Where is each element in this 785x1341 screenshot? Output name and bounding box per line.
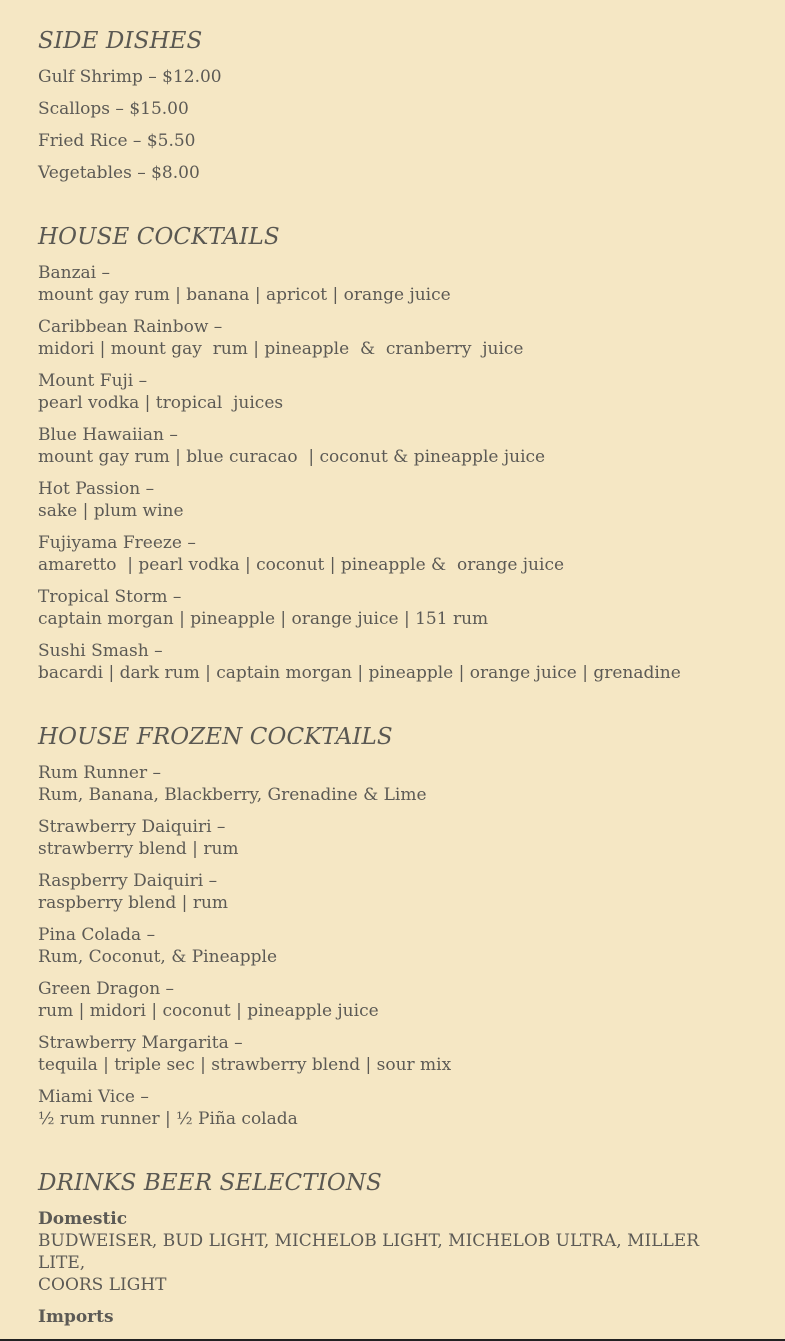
- cocktail-ingredients: mount gay rum | banana | apricot | orange juice: [38, 285, 451, 305]
- cocktail-item: [38, 478, 747, 522]
- cocktail-name: Raspberry Daiquiri –: [38, 871, 218, 891]
- cocktail-ingredients: mount gay rum | blue curacao | coconut & pineapple juice: [38, 447, 546, 467]
- cocktail-item: [38, 532, 747, 576]
- cocktail-name: Banzai –: [38, 263, 111, 283]
- side-dish-item: Vegetables – $8.00: [38, 163, 200, 183]
- cocktail-item: [38, 586, 747, 630]
- cocktail-name: Pina Colada –: [38, 925, 156, 945]
- cocktail-ingredients: bacardi | dark rum | captain morgan | pineapple | orange juice | grenadine: [38, 663, 681, 683]
- cocktail-ingredients: raspberry blend | rum: [38, 893, 229, 913]
- cocktail-item: [38, 370, 747, 414]
- cocktail-item: [38, 316, 747, 360]
- cocktail-name: Miami Vice –: [38, 1087, 149, 1107]
- cocktail-ingredients: tequila | triple sec | strawberry blend | sour mix: [38, 1055, 452, 1075]
- frozen-cocktail-item: [38, 924, 747, 968]
- cocktail-ingredients: amaretto | pearl vodka | coconut | pineapple & orange juice: [38, 555, 565, 575]
- beer-group-label: Imports: [38, 1307, 114, 1327]
- cocktail-name: Tropical Storm –: [38, 587, 182, 607]
- cocktail-name: Green Dragon –: [38, 979, 175, 999]
- cocktail-item: [38, 640, 747, 684]
- cocktail-name: Strawberry Margarita –: [38, 1033, 243, 1053]
- cocktail-ingredients: pearl vodka | tropical juices: [38, 393, 284, 413]
- beer-group-label: Domestic: [38, 1209, 128, 1229]
- frozen-cocktail-item: [38, 978, 747, 1022]
- house-cocktails-section: [38, 222, 747, 684]
- cocktail-ingredients: Rum, Coconut, & Pineapple: [38, 947, 278, 967]
- side-dishes-section: [38, 26, 747, 184]
- house-frozen-cocktails-section: [38, 722, 747, 1130]
- cocktail-ingredients: Rum, Banana, Blackberry, Grenadine & Lime: [38, 785, 427, 805]
- beer-group-imports: [38, 1306, 747, 1328]
- cocktail-ingredients: strawberry blend | rum: [38, 839, 239, 859]
- beer-list: BUDWEISER, BUD LIGHT, MICHELOB LIGHT, MICHELOB ULTRA, MILLER LITE,: [38, 1231, 700, 1273]
- cocktail-item: [38, 262, 747, 306]
- cocktail-ingredients: captain morgan | pineapple | orange juice | 151 rum: [38, 609, 489, 629]
- side-dish-item: Scallops – $15.00: [38, 99, 189, 119]
- section-title: HOUSE FROZEN COCKTAILS: [38, 724, 393, 750]
- cocktail-ingredients: rum | midori | coconut | pineapple juice: [38, 1001, 379, 1021]
- section-title: DRINKS BEER SELECTIONS: [38, 1170, 382, 1196]
- section-title: HOUSE COCKTAILS: [38, 224, 280, 250]
- side-dish-item: Fried Rice – $5.50: [38, 131, 196, 151]
- cocktail-name: Blue Hawaiian –: [38, 425, 178, 445]
- beer-selections-section: [38, 1168, 747, 1328]
- beer-group-domestic: [38, 1208, 747, 1296]
- cocktail-ingredients: ½ rum runner | ½ Piña colada: [38, 1109, 298, 1129]
- frozen-cocktail-item: [38, 1032, 747, 1076]
- cocktail-ingredients: sake | plum wine: [38, 501, 184, 521]
- cocktail-ingredients: midori | mount gay rum | pineapple & cranberry juice: [38, 339, 524, 359]
- frozen-cocktail-item: [38, 816, 747, 860]
- cocktail-name: Hot Passion –: [38, 479, 155, 499]
- cocktail-name: Sushi Smash –: [38, 641, 163, 661]
- beer-list: COORS LIGHT: [38, 1275, 167, 1295]
- frozen-cocktail-item: [38, 1086, 747, 1130]
- frozen-cocktail-item: [38, 870, 747, 914]
- cocktail-name: Strawberry Daiquiri –: [38, 817, 226, 837]
- cocktail-item: [38, 424, 747, 468]
- cocktail-name: Fujiyama Freeze –: [38, 533, 196, 553]
- side-dish-item: Gulf Shrimp – $12.00: [38, 67, 222, 87]
- cocktail-name: Caribbean Rainbow –: [38, 317, 223, 337]
- frozen-cocktail-item: [38, 762, 747, 806]
- section-title: SIDE DISHES: [38, 28, 203, 54]
- cocktail-name: Mount Fuji –: [38, 371, 148, 391]
- cocktail-name: Rum Runner –: [38, 763, 162, 783]
